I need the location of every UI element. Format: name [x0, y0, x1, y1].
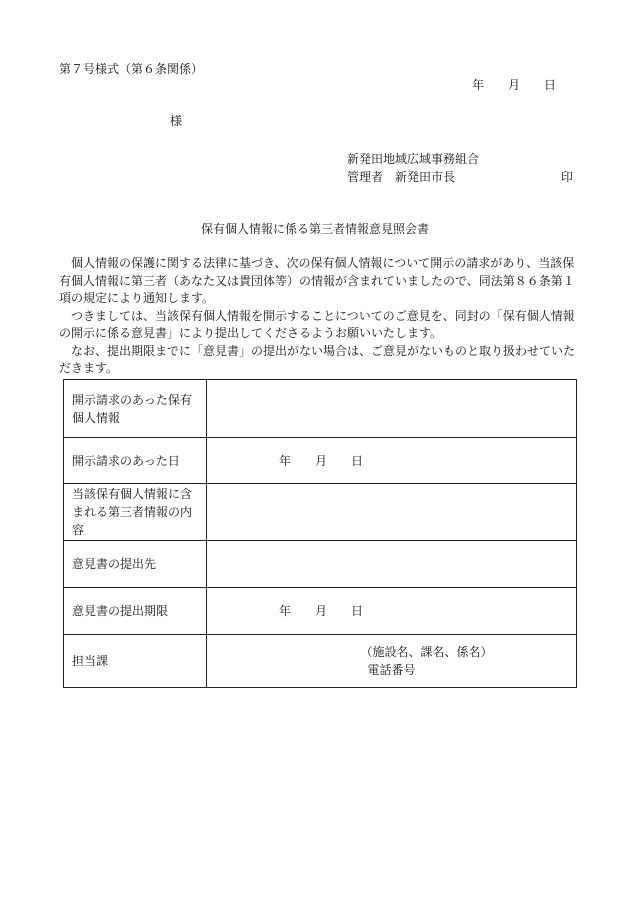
issue-date [472, 76, 556, 93]
day-label: 日 [351, 604, 364, 618]
table-row [64, 635, 577, 688]
row-label: 意見書の提出期限 [64, 588, 207, 635]
administrator-title: 管理者 新発田市長 [347, 170, 456, 184]
date-day-label: 日 [544, 78, 557, 92]
year-label: 年 [279, 604, 292, 618]
table-row [64, 380, 577, 438]
form-number: 第７号様式（第６条関係） [59, 62, 204, 76]
paragraph: なお、提出期限までに「意見書」の提出がない場合は、ご意見がないものと取り扱わせていただきます。 [59, 343, 576, 375]
row-value[interactable] [207, 380, 577, 438]
row-label: 当該保有個人情報に含まれる第三者情報の内容 [64, 484, 207, 541]
row-label: 担当課 [64, 635, 207, 688]
organization-name: 新発田地域広域事務組合 [347, 152, 480, 166]
info-table [63, 379, 577, 688]
seal-mark: 印 [561, 170, 574, 184]
date-year-label: 年 [472, 78, 485, 92]
contact-field[interactable] [207, 635, 577, 688]
day-label: 日 [351, 453, 364, 468]
row-label: 意見書の提出先 [64, 541, 207, 588]
row-label: 開示請求のあった保有個人情報 [64, 380, 207, 438]
month-label: 月 [315, 604, 328, 618]
paragraph: 個人情報の保護に関する法律に基づき、次の保有個人情報について開示の請求があり、当該保有個人情報に第三者（あなた又は貴団体等）の情報が含まれていましたので、同法第８６条第１項の規定により通知します。 [59, 256, 575, 305]
contact-line: 電話番号 [367, 663, 416, 677]
contact-line: （施設名、課名、係名） [360, 645, 493, 659]
table-row [64, 438, 577, 484]
date-month-label: 月 [508, 78, 521, 92]
deadline-date-field[interactable] [207, 588, 577, 635]
addressee-suffix: 様 [170, 114, 183, 128]
paragraph: つきましては、当該保有個人情報を開示することについてのご意見を、同封の「保有個人情報の開示に係る意見書」により提出してくださるようお願いいたします。 [59, 308, 575, 340]
month-label: 月 [315, 453, 328, 468]
table-row [64, 588, 577, 635]
request-date-field[interactable] [207, 438, 577, 484]
row-label: 開示請求のあった日 [64, 438, 207, 484]
body-text [59, 255, 579, 378]
row-value[interactable] [207, 484, 577, 541]
year-label: 年 [279, 453, 292, 468]
table-row [64, 541, 577, 588]
document-title: 保有個人情報に係る第三者情報意見照会書 [200, 222, 429, 236]
row-value[interactable] [207, 541, 577, 588]
table-row [64, 484, 577, 541]
